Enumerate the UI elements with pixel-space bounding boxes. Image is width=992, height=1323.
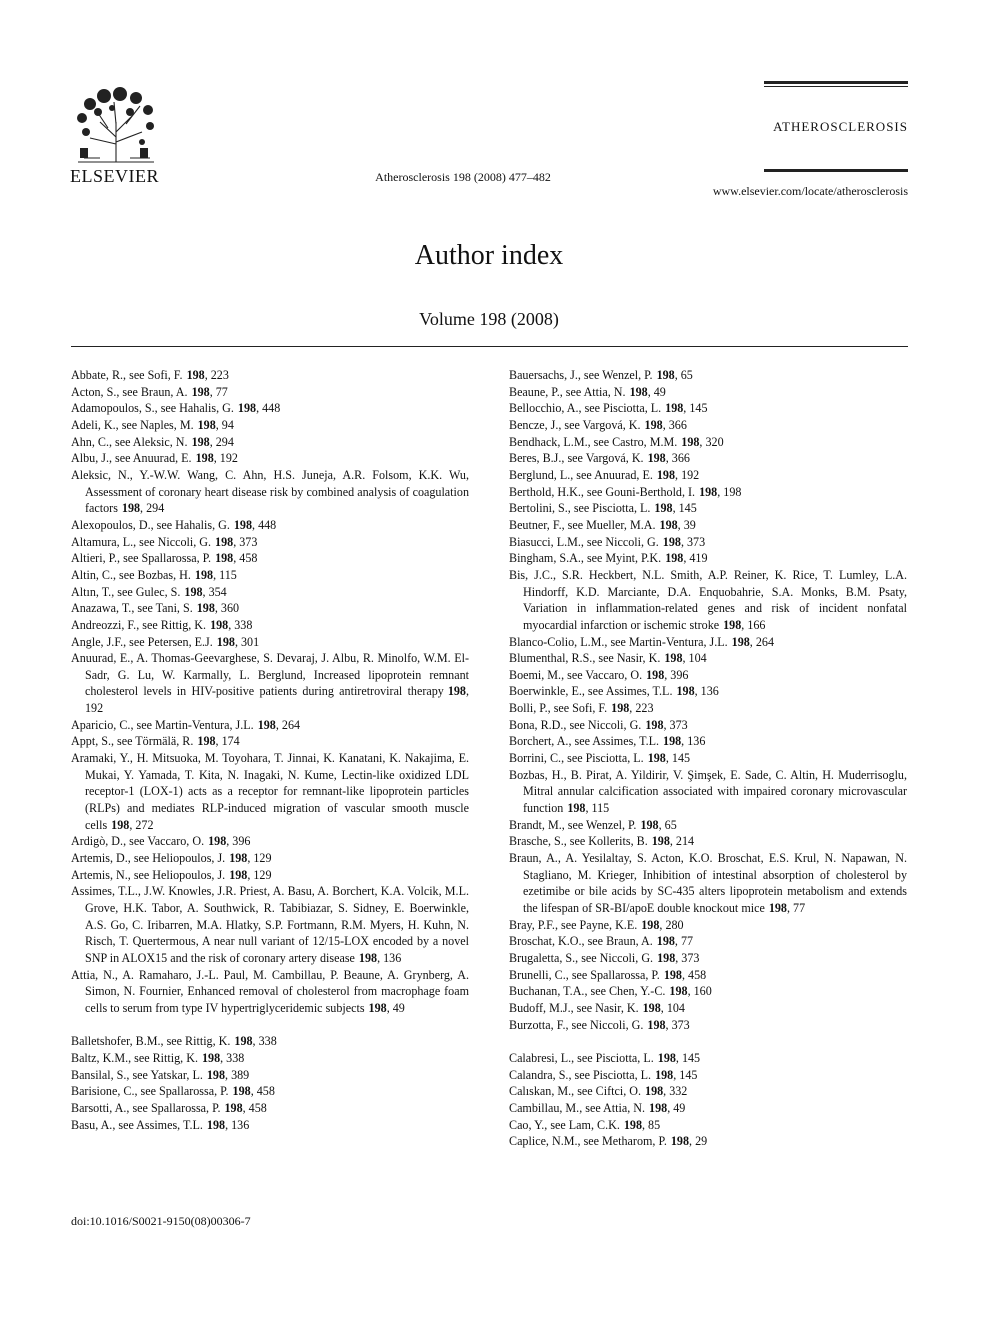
entry-page: , 39 [677, 517, 696, 532]
index-entry [509, 917, 907, 934]
index-entry [71, 417, 469, 434]
index-entry [509, 817, 907, 834]
entry-volume: 198 [642, 1000, 661, 1015]
entry-text: Braun, A., A. Yesilaltay, S. Acton, K.O. Broschat, E.S. Krul, N. Napawan, N. Stagliano, M. Krieger, Inhibition of intestinal absorption of cholesterol by ezetimibe or bile acids by SC-435 alters lipoprotein metabolism and extends the lifespan of SR-BI/apoE double knockout mice [509, 851, 907, 915]
entry-volume: 198 [368, 1000, 387, 1015]
journal-url[interactable]: www.elsevier.com/locate/atherosclerosis [712, 184, 908, 198]
index-entry [509, 700, 907, 717]
index-entry [509, 634, 907, 651]
entry-volume: 198 [670, 1134, 690, 1149]
entry-text: Albu, J., see Anuurad, E. [71, 451, 192, 466]
entry-text: Aleksic, N., Y.-W.W. Wang, C. Ahn, H.S. Juneja, A.R. Folsom, K.K. Wu, Assessment of coronary heart disease risk by combined analysis of coagulation factors [71, 467, 469, 516]
entry-volume: 198 [657, 1050, 676, 1065]
entry-page: , 373 [665, 1017, 690, 1032]
index-entry [509, 1067, 907, 1084]
entry-text: Calıskan, M., see Ciftci, O. [509, 1084, 642, 1099]
index-entry [71, 534, 469, 551]
entry-text: Brugaletta, S., see Niccoli, G. [509, 950, 654, 965]
index-entry [509, 1017, 907, 1034]
index-entry [509, 983, 907, 1000]
entry-page: , 373 [680, 534, 706, 549]
index-entry [509, 667, 907, 684]
entry-page: , 294 [209, 434, 234, 449]
entry-volume: 198 [645, 717, 664, 732]
entry-page: , 458 [681, 967, 707, 982]
index-entry [71, 967, 469, 1017]
entry-volume: 198 [731, 634, 750, 649]
entry-page: , 366 [662, 417, 687, 432]
entry-volume: 198 [676, 684, 695, 699]
index-entry [509, 933, 907, 950]
entry-volume: 198 [229, 851, 248, 866]
index-entry [509, 417, 907, 434]
entry-volume: 198 [197, 734, 216, 749]
index-entry [71, 1067, 469, 1084]
entry-volume: 198 [358, 950, 378, 965]
entry-text: Beutner, F., see Mueller, M.A. [509, 517, 656, 532]
index-entry [509, 1083, 907, 1100]
entry-text: Altamura, L., see Niccoli, G. [71, 534, 212, 549]
entry-volume: 198 [654, 501, 673, 516]
entry-text: Bansilal, S., see Yatskar, L. [71, 1067, 203, 1082]
entry-text: Buchanan, T.A., see Chen, Y.-C. [509, 984, 666, 999]
entry-page: , 49 [667, 1100, 686, 1115]
journal-masthead [764, 81, 908, 174]
index-entry [71, 567, 469, 584]
elsevier-tree-emblem-icon [70, 82, 162, 164]
entry-volume: 198 [656, 934, 675, 949]
entry-page: , 389 [225, 1067, 250, 1082]
entry-page: , 373 [675, 950, 700, 965]
entry-page: , 223 [629, 701, 654, 716]
entry-page: , 223 [204, 368, 229, 382]
entry-volume: 198 [215, 534, 234, 549]
entry-page: , 115 [585, 801, 610, 816]
entry-volume: 198 [623, 1117, 642, 1132]
entry-page: , 354 [202, 584, 227, 599]
entry-page: , 448 [252, 517, 277, 532]
index-entry [509, 467, 907, 484]
entry-text: Artemis, N., see Heliopoulos, J. [71, 867, 226, 882]
entry-text: Artemis, D., see Heliopoulos, J. [71, 851, 226, 866]
doi: doi:10.1016/S0021-9150(08)00306-7 [71, 1214, 251, 1228]
entry-volume: 198 [649, 1100, 668, 1115]
index-entry [509, 550, 907, 567]
entry-page: , 214 [669, 834, 695, 849]
entry-text: Bingham, S.A., see Myint, P.K. [509, 551, 662, 566]
index-entry [71, 850, 469, 867]
entry-volume: 198 [237, 401, 257, 416]
index-entry [71, 650, 469, 717]
entry-page: , 458 [242, 1100, 267, 1115]
entry-page: , 192 [213, 451, 238, 466]
entry-volume: 198 [611, 701, 630, 716]
index-entry [509, 1050, 907, 1067]
entry-page: , 77 [674, 934, 694, 949]
entry-volume: 198 [201, 1050, 221, 1065]
entry-text: Balletshofer, B.M., see Rittig, K. [71, 1034, 231, 1049]
index-entry [509, 384, 907, 401]
entry-text: Brandt, M., see Wenzel, P. [509, 817, 637, 832]
entry-page: , 338 [220, 1050, 245, 1065]
entry-volume: 198 [656, 368, 675, 382]
entry-text: Borrini, C., see Pisciotta, L. [509, 751, 644, 766]
entry-text: Andreozzi, F., see Rittig, K. [71, 617, 207, 632]
entry-page: , 396 [226, 834, 251, 849]
entry-volume: 198 [186, 368, 205, 382]
entry-page: , 49 [386, 1000, 405, 1015]
entry-page: , 192 [85, 684, 469, 716]
index-entry [71, 717, 469, 734]
entry-volume: 198 [645, 1084, 664, 1099]
entry-page: , 366 [665, 451, 690, 466]
entry-volume: 198 [647, 1017, 666, 1032]
entry-text: Bellocchio, A., see Pisciotta, L. [509, 401, 662, 416]
entry-text: Budoff, M.J., see Nasir, K. [509, 1000, 639, 1015]
index-entry [509, 733, 907, 750]
entry-volume: 198 [664, 651, 683, 666]
entry-text: Biasucci, L.M., see Niccoli, G. [509, 534, 659, 549]
entry-page: , 145 [665, 751, 691, 766]
entry-text: Baltz, K.M., see Rittig, K. [71, 1050, 198, 1065]
entry-text: Berthold, H.K., see Gouni-Berthold, I. [509, 484, 696, 499]
index-entry [509, 1133, 907, 1150]
entry-page: , 145 [672, 501, 697, 516]
entry-page: , 294 [140, 501, 165, 516]
entry-text: Ardigò, D., see Vaccaro, O. [71, 834, 205, 849]
entry-volume: 198 [567, 801, 586, 816]
entry-volume: 198 [215, 551, 234, 566]
index-column-left [71, 367, 469, 1133]
entry-volume: 198 [111, 817, 130, 832]
index-entry [71, 617, 469, 634]
index-entry [71, 1117, 469, 1134]
entry-volume: 198 [197, 417, 216, 432]
entry-page: , 419 [683, 551, 708, 566]
entry-page: , 136 [694, 684, 719, 699]
index-entry [71, 1100, 469, 1117]
entry-text: Altin, C., see Bozbas, H. [71, 567, 191, 582]
entry-volume: 198 [681, 434, 700, 449]
entry-page: , 145 [673, 1067, 698, 1082]
entry-page: , 448 [256, 401, 281, 416]
masthead-rule-top [764, 81, 908, 84]
index-entry [71, 883, 469, 966]
entry-page: , 458 [233, 551, 258, 566]
entry-page: , 104 [682, 651, 707, 666]
entry-page: , 77 [786, 901, 806, 915]
entry-text: Altın, T., see Gulec, S. [71, 584, 181, 599]
entry-text: Broschat, K.O., see Braun, A. [509, 934, 653, 949]
entry-page: , 373 [663, 717, 688, 732]
entry-page: , 174 [215, 734, 240, 749]
entry-volume: 198 [768, 901, 787, 915]
index-entry [509, 1000, 907, 1017]
index-entry [71, 833, 469, 850]
entry-volume: 198 [640, 817, 659, 832]
entry-text: Boerwinkle, E., see Assimes, T.L. [509, 684, 673, 699]
entry-text: Angle, J.F., see Petersen, E.J. [71, 634, 213, 649]
entry-text: Beaune, P., see Attia, N. [509, 384, 626, 399]
index-entry [509, 534, 907, 551]
entry-volume: 198 [184, 584, 203, 599]
entry-text: Brasche, S., see Kollerits, B. [509, 834, 648, 849]
entry-volume: 198 [647, 751, 666, 766]
entry-volume: 198 [657, 950, 676, 965]
entry-text: Alexopoulos, D., see Hahalis, G. [71, 517, 230, 532]
index-entry [509, 484, 907, 501]
entry-text: Beres, B.J., see Vargová, K. [509, 451, 644, 466]
entry-volume: 198 [699, 484, 718, 499]
entry-page: , 360 [214, 601, 240, 616]
entry-text: Acton, S., see Braun, A. [71, 384, 188, 399]
volume-label: Volume 198 (2008) [419, 309, 559, 329]
entry-page: , 145 [675, 1050, 701, 1065]
entry-text: Aparicio, C., see Martin-Ventura, J.L. [71, 717, 254, 732]
entry-volume: 198 [206, 1117, 226, 1132]
entry-text: Blanco-Colio, L.M., see Martin-Ventura, J.L. [509, 634, 728, 649]
entry-page: , 332 [663, 1084, 688, 1099]
entry-volume: 198 [232, 1084, 251, 1099]
entry-page: , 136 [377, 950, 402, 965]
entry-page: , 49 [647, 384, 666, 399]
entry-page: , 272 [129, 817, 154, 832]
entry-volume: 198 [234, 1034, 253, 1049]
index-entry [509, 767, 907, 817]
entry-volume: 198 [629, 384, 648, 399]
entry-volume: 198 [229, 867, 248, 882]
index-entry [71, 384, 469, 401]
entry-volume: 198 [257, 717, 276, 732]
entry-page: , 145 [683, 401, 708, 416]
entry-volume: 198 [656, 467, 676, 482]
entry-page: , 160 [687, 984, 712, 999]
entry-volume: 198 [723, 617, 742, 632]
publisher-name: ELSEVIER [70, 166, 159, 186]
title-divider [71, 346, 908, 347]
index-entry [509, 400, 907, 417]
index-entry [71, 367, 469, 384]
entry-volume: 198 [669, 984, 688, 999]
index-entry [71, 584, 469, 601]
entry-page: , 192 [675, 467, 700, 482]
entry-text: Calandra, S., see Pisciotta, L. [509, 1067, 652, 1082]
index-entry [71, 1033, 469, 1050]
index-entry [509, 833, 907, 850]
entry-page: , 136 [681, 734, 706, 749]
entry-text: Adeli, K., see Naples, M. [71, 417, 194, 432]
entry-page: , 129 [247, 867, 272, 882]
entry-volume: 198 [447, 684, 466, 699]
index-entry [509, 950, 907, 967]
section-gap [509, 1033, 907, 1050]
entry-text: Bendhack, L.M., see Castro, M.M. [509, 434, 678, 449]
entry-volume: 198 [195, 451, 214, 466]
entry-text: Bauersachs, J., see Wenzel, P. [509, 368, 653, 382]
entry-volume: 198 [194, 567, 214, 582]
index-entry [509, 717, 907, 734]
entry-text: Aramaki, Y., H. Mitsuoka, M. Toyohara, T. Jinnai, K. Kanatani, K. Nakajima, E. Mukai, Y. Yamada, T. Kita, N. Inagaki, N. Kume, Lectin-like oxidized LDL receptor-1 (LOX-1) acts as a receptor for remnant-like lipoprotein particles (RLPs) and mediates RLP-induced migration of vascular smooth muscle cells [71, 751, 469, 832]
index-entry [71, 733, 469, 750]
entry-volume: 198 [663, 967, 682, 982]
index-column-right [509, 367, 907, 1150]
index-entry [509, 750, 907, 767]
index-entry [509, 1117, 907, 1134]
entry-volume: 198 [191, 434, 210, 449]
entry-page: , 136 [225, 1117, 250, 1132]
journal-citation: Atherosclerosis 198 (2008) 477–482 [375, 170, 551, 184]
entry-page: , 373 [233, 534, 258, 549]
entry-volume: 198 [224, 1100, 243, 1115]
index-entry [509, 450, 907, 467]
index-entry [71, 1083, 469, 1100]
entry-page: , 264 [749, 634, 774, 649]
entry-text: Borchert, A., see Assimes, T.L. [509, 734, 660, 749]
index-entry [71, 550, 469, 567]
entry-text: Bertolini, S., see Pisciotta, L. [509, 501, 651, 516]
journal-name: ATHEROSCLEROSIS [773, 119, 908, 134]
index-entry [509, 650, 907, 667]
entry-volume: 198 [233, 517, 253, 532]
entry-text: Bona, R.D., see Niccoli, G. [509, 717, 642, 732]
entry-page: , 85 [642, 1117, 661, 1132]
entry-page: , 301 [234, 634, 260, 649]
entry-page: , 264 [275, 717, 301, 732]
entry-volume: 198 [659, 517, 678, 532]
index-entry [71, 867, 469, 884]
index-entry [509, 683, 907, 700]
entry-volume: 198 [210, 617, 229, 632]
entry-text: Brunelli, C., see Spallarossa, P. [509, 967, 660, 982]
entry-page: , 65 [674, 368, 693, 382]
entry-text: Caplice, N.M., see Metharom, P. [509, 1134, 667, 1149]
entry-text: Cambillau, M., see Attia, N. [509, 1100, 646, 1115]
entry-text: Bis, J.C., S.R. Heckbert, N.L. Smith, A.P. Reiner, K. Rice, T. Lumley, L.A. Hindorff, K.D. Marciante, D.A. Enquobahrie, S.A. Monks, B.M. Psaty, Variation in inflammation-related genes and risk of incident nonfatal myocardial infarction or ischemic stroke [509, 567, 907, 632]
entry-volume: 198 [191, 384, 210, 399]
entry-text: Assimes, T.L., J.W. Knowles, J.R. Priest, A. Basu, A. Borchert, K.A. Volcik, M.L. Grove, H.K. Tabor, A. Southwick, R. Tabibiazar, S. Sidney, E. Boerwinkle, A.S. Go, C. Iribarren, M.A. Hlatky, S.P. Fortmann, R.M. Myers, H. Kuhn, N. Risch, T. Quertermous, A near null variant of 12/15-LOX encoded by a novel SNP in ALOX15 and the risk of coronary artery disease [71, 884, 469, 965]
entry-text: Altieri, P., see Spallarossa, P. [71, 551, 212, 566]
entry-text: Bray, P.F., see Payne, K.E. [509, 917, 638, 932]
index-entry [71, 600, 469, 617]
index-entry [509, 850, 907, 917]
entry-page: , 115 [213, 567, 237, 582]
entry-text: Boemi, M., see Vaccaro, O. [509, 667, 643, 682]
index-entry [71, 400, 469, 417]
entry-volume: 198 [644, 417, 663, 432]
entry-page: , 198 [717, 484, 742, 499]
index-entry [71, 434, 469, 451]
entry-volume: 198 [651, 834, 670, 849]
masthead-rule-top-thin [764, 86, 908, 87]
index-entry [71, 517, 469, 534]
entry-text: Bolli, P., see Sofi, F. [509, 701, 608, 716]
entry-text: Anuurad, E., A. Thomas-Geevarghese, S. Devaraj, J. Albu, R. Minolfo, W.M. El-Sadr, G. Lu, W. Karmally, L. Berglund, Increased lipoprotein remnant cholesterol levels in HIV-positive patients during antiretroviral therapy [71, 651, 469, 699]
entry-text: Blumenthal, R.S., see Nasir, K. [509, 651, 661, 666]
page-title: Author index [414, 240, 564, 271]
index-entry [509, 967, 907, 984]
entry-volume: 198 [646, 667, 665, 682]
index-entry [509, 500, 907, 517]
entry-page: , 458 [250, 1084, 275, 1099]
entry-text: Basu, A., see Assimes, T.L. [71, 1117, 203, 1132]
entry-text: Anazawa, T., see Tani, S. [71, 601, 193, 616]
entry-volume: 198 [647, 451, 666, 466]
entry-text: Adamopoulos, S., see Hahalis, G. [71, 401, 234, 416]
entry-text: Appt, S., see Törmälä, R. [71, 734, 194, 749]
entry-text: Bencze, J., see Vargová, K. [509, 417, 641, 432]
index-entry [71, 1050, 469, 1067]
index-entry [71, 450, 469, 467]
entry-page: , 338 [252, 1034, 277, 1049]
entry-volume: 198 [216, 634, 235, 649]
entry-volume: 198 [196, 601, 215, 616]
entry-text: Attia, N., A. Ramaharo, J.-L. Paul, M. Cambillau, P. Beaune, A. Grynberg, A. Simon, N. Fournier, Enhanced removal of cholesterol from macrophage foam cells to serum from type IV hypertriglyceridemic subjects [71, 967, 469, 1015]
entry-volume: 198 [206, 1067, 226, 1082]
entry-text: Calabresi, L., see Pisciotta, L. [509, 1050, 654, 1065]
entry-page: , 129 [247, 851, 272, 866]
index-entry [509, 434, 907, 451]
entry-volume: 198 [655, 1067, 674, 1082]
masthead-rule-bottom [764, 169, 908, 172]
entry-page: , 65 [658, 817, 677, 832]
index-entry [71, 467, 469, 517]
entry-page: , 94 [215, 417, 234, 432]
entry-text: Barisione, C., see Spallarossa, P. [71, 1084, 229, 1099]
entry-text: Burzotta, F., see Niccoli, G. [509, 1017, 644, 1032]
entry-text: Berglund, L., see Anuurad, E. [509, 467, 653, 482]
entry-volume: 198 [641, 917, 660, 932]
entry-page: , 338 [228, 617, 253, 632]
entry-page: , 77 [209, 384, 228, 399]
index-entry [509, 367, 907, 384]
entry-text: Abbate, R., see Sofi, F. [71, 368, 183, 382]
entry-volume: 198 [665, 401, 684, 416]
entry-page: , 396 [664, 667, 689, 682]
entry-text: Cao, Y., see Lam, C.K. [509, 1117, 620, 1132]
section-gap [71, 1017, 469, 1034]
index-entry [509, 567, 907, 634]
entry-volume: 198 [121, 501, 141, 516]
entry-volume: 198 [208, 834, 227, 849]
index-entry [71, 634, 469, 651]
entry-volume: 198 [663, 734, 682, 749]
entry-page: , 320 [699, 434, 724, 449]
entry-page: , 104 [660, 1000, 685, 1015]
index-entry [509, 517, 907, 534]
index-entry [71, 750, 469, 833]
entry-volume: 198 [662, 534, 681, 549]
entry-text: Barsotti, A., see Spallarossa, P. [71, 1100, 221, 1115]
entry-text: Bozbas, H., B. Pirat, A. Yildirir, V. Şimşek, E. Sade, C. Altin, H. Muderrisoglu, Mitral annular calcification associated with impaired coronary microvascular function [509, 767, 907, 816]
index-entry [509, 1100, 907, 1117]
entry-page: , 166 [741, 617, 766, 632]
entry-text: Ahn, C., see Aleksic, N. [71, 434, 188, 449]
entry-page: , 280 [659, 917, 684, 932]
entry-volume: 198 [665, 551, 684, 566]
entry-page: , 29 [689, 1134, 708, 1149]
